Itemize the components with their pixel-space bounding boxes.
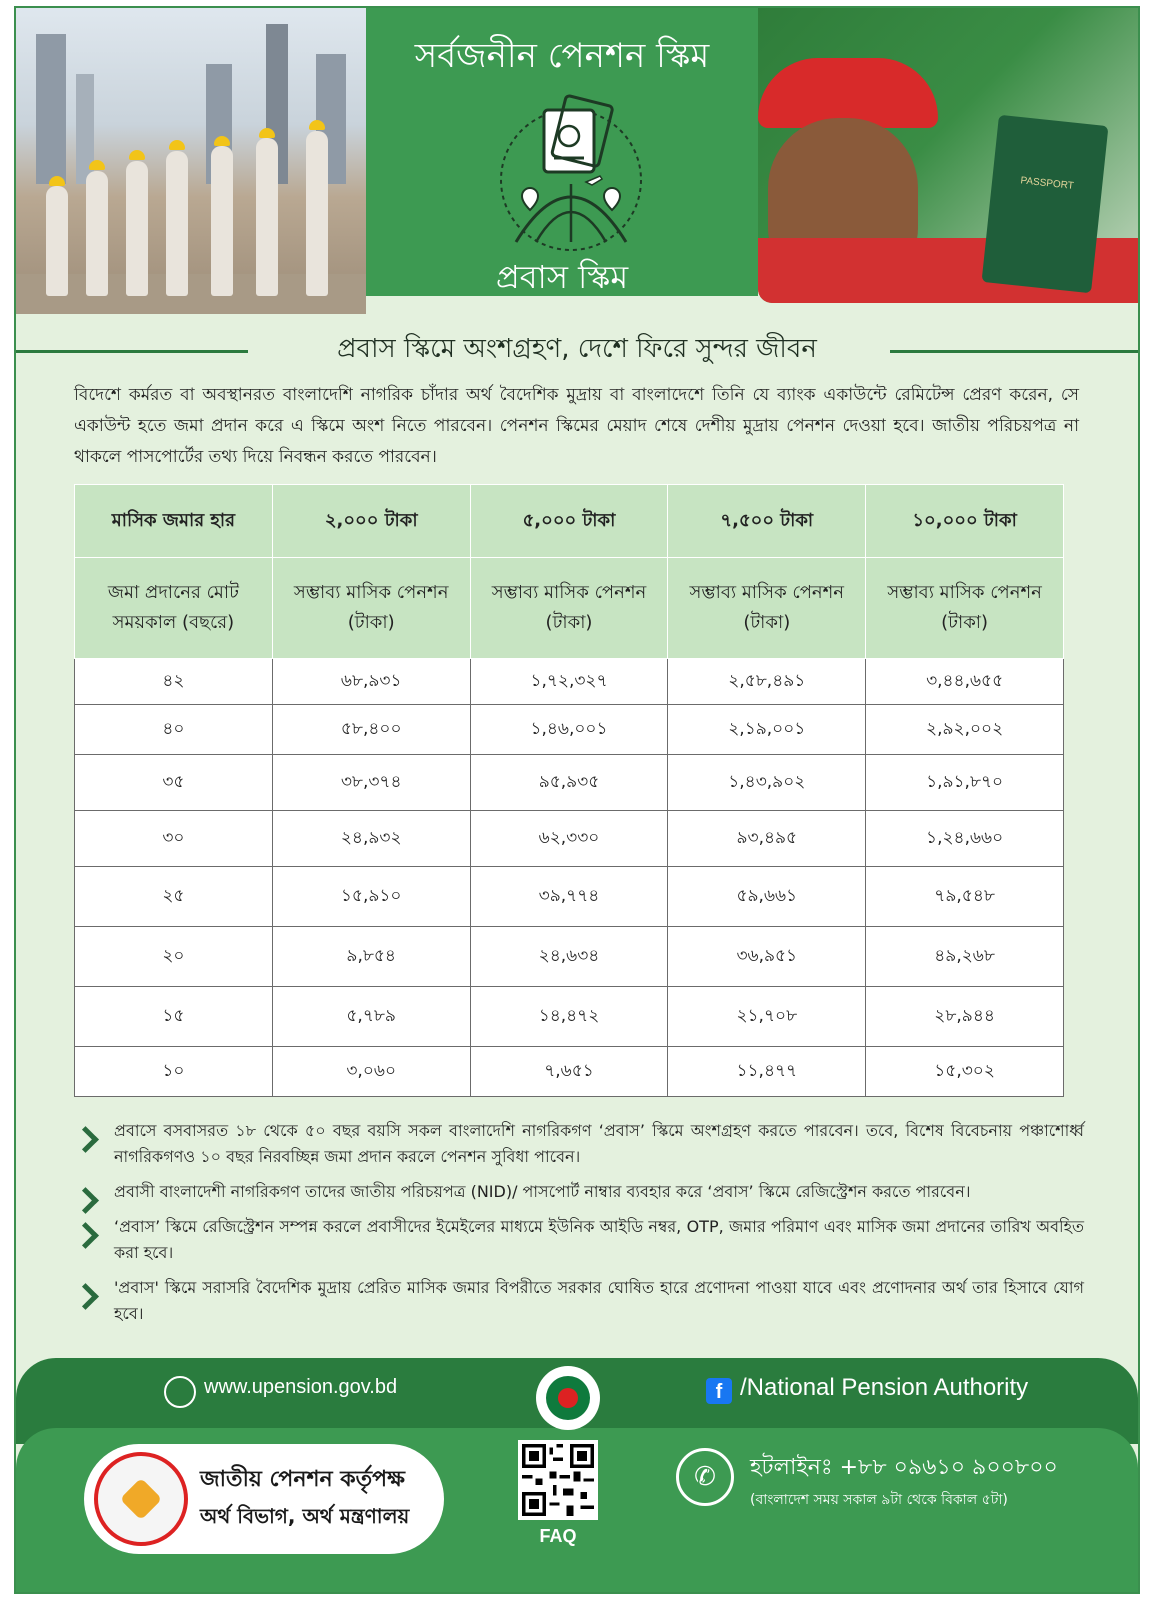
table-row: [75, 927, 1064, 987]
pension-amount-cell: ২৪,৬৩৪: [470, 927, 668, 987]
chevron-right-icon: [72, 1283, 99, 1310]
hero-title: সর্বজনীন পেনশন স্কিম: [414, 36, 710, 76]
table-header-cell: ১০,০০০ টাকা: [866, 485, 1064, 558]
faq-qr-code[interactable]: [518, 1440, 598, 1520]
pension-amount-cell: ৭৯,৫৪৮: [866, 867, 1064, 927]
pension-amount-cell: ৭,৬৫১: [470, 1047, 668, 1097]
notes-list: [74, 1118, 1084, 1336]
org-logo-block: [84, 1444, 444, 1554]
term-years-cell: ২০: [75, 927, 273, 987]
facebook-icon: f: [706, 1378, 732, 1404]
term-years-cell: ২৫: [75, 867, 273, 927]
org-name: জাতীয় পেনশন কর্তৃপক্ষ: [200, 1467, 405, 1492]
table-subheader-cell: সম্ভাব্য মাসিক পেনশন (টাকা): [470, 558, 668, 659]
note-item: 'প্রবাস' স্কিমে সরাসরি বৈদেশিক মুদ্রায় প্রেরিত মাসিক জমার বিপরীতে সরকার ঘোষিত হারে প্রণোদনা পাওয়া যাবে এবং প্রণোদনার অর্থ তার হিসাবে যোগ হবে।: [74, 1275, 1084, 1327]
pension-amount-cell: ৯৩,৪৯৫: [668, 811, 866, 867]
pension-amount-cell: ১১,৪৭৭: [668, 1047, 866, 1097]
scheme-name: প্রবাস স্কিম: [495, 258, 629, 296]
pension-amount-cell: ১,৭২,৩২৭: [470, 659, 668, 705]
pension-amount-cell: ৩৮,৩৭৪: [272, 755, 470, 811]
term-years-cell: ৩৫: [75, 755, 273, 811]
table-header-cell: মাসিক জমার হার: [75, 485, 273, 558]
term-years-cell: ১৫: [75, 987, 273, 1047]
pension-amount-cell: ২১,৭০৮: [668, 987, 866, 1047]
pension-amount-cell: ৬২,৩৩০: [470, 811, 668, 867]
government-emblem: [536, 1366, 600, 1430]
chevron-right-icon: [72, 1126, 99, 1153]
table-header-cell: ২,০০০ টাকা: [272, 485, 470, 558]
passport-globe-icon: [496, 92, 646, 252]
pension-table: [74, 484, 1064, 1097]
table-body: [75, 659, 1064, 1097]
pension-authority-logo: [94, 1452, 188, 1546]
chevron-right-icon: [72, 1222, 99, 1249]
pension-amount-cell: ১,৯১,৮৭০: [866, 755, 1064, 811]
table-subheader-cell: সম্ভাব্য মাসিক পেনশন (টাকা): [272, 558, 470, 659]
migrant-passport-photo: [758, 8, 1138, 303]
pension-amount-cell: ১৪,৪৭২: [470, 987, 668, 1047]
table-subheader-cell: জমা প্রদানের মোট সময়কাল (বছরে): [75, 558, 273, 659]
term-years-cell: ৪২: [75, 659, 273, 705]
table-header-cell: ৭,৫০০ টাকা: [668, 485, 866, 558]
table-row: [75, 705, 1064, 755]
org-ministry: অর্থ বিভাগ, অর্থ মন্ত্রণালয়: [200, 1504, 410, 1528]
pension-amount-cell: ১,৪৩,৯০২: [668, 755, 866, 811]
term-years-cell: ৪০: [75, 705, 273, 755]
pension-amount-cell: ৩৯,৭৭৪: [470, 867, 668, 927]
pension-amount-cell: ১,২৪,৬৬০: [866, 811, 1064, 867]
pension-amount-cell: ১৫,৩০২: [866, 1047, 1064, 1097]
hotline-number[interactable]: হটলাইনঃ +৮৮ ০৯৬১০ ৯০০৮০০: [750, 1455, 1058, 1480]
workers-photo: [16, 8, 366, 314]
term-years-cell: ৩০: [75, 811, 273, 867]
pension-amount-cell: ৪৯,২৬৮: [866, 927, 1064, 987]
table-subheader-row: [75, 558, 1064, 659]
table-subheader-cell: সম্ভাব্য মাসিক পেনশন (টাকা): [668, 558, 866, 659]
pension-amount-cell: ৫৮,৪০০: [272, 705, 470, 755]
globe-icon: [164, 1376, 196, 1408]
table-row: [75, 867, 1064, 927]
table-row: [75, 755, 1064, 811]
website-link[interactable]: www.upension.gov.bd: [204, 1376, 398, 1398]
pension-amount-cell: ৬৮,৯৩১: [272, 659, 470, 705]
pension-amount-cell: ৩,০৬০: [272, 1047, 470, 1097]
pension-amount-cell: ৩,৪৪,৬৫৫: [866, 659, 1064, 705]
phone-icon: ✆: [676, 1448, 734, 1506]
note-item: প্রবাসী বাংলাদেশী নাগরিকগণ তাদের জাতীয় পরিচয়পত্র (NID)/ পাসপোর্ট নাম্বার ব্যবহার করে ‘প্রবাস’ স্কিমে রেজিস্ট্রেশন করতে পারবেন।: [74, 1179, 1084, 1205]
pension-amount-cell: ৯৫,৯৩৫: [470, 755, 668, 811]
pension-amount-cell: ৯,৮৫৪: [272, 927, 470, 987]
pension-amount-cell: ২,১৯,০০১: [668, 705, 866, 755]
passport-image: PASSPORT: [982, 115, 1109, 294]
faq-label: FAQ: [539, 1526, 577, 1546]
table-row: [75, 659, 1064, 705]
hero-banner: [16, 8, 1138, 314]
table-row: [75, 987, 1064, 1047]
pension-amount-cell: ২৪,৯৩২: [272, 811, 470, 867]
pension-amount-cell: ৩৬,৯৫১: [668, 927, 866, 987]
intro-paragraph: বিদেশে কর্মরত বা অবস্থানরত বাংলাদেশি নাগরিক চাঁদার অর্থ বৈদেশিক মুদ্রায় বা বাংলাদেশে তিনি যে ব্যাংক একাউন্টে রেমিটেন্স প্রেরণ করেন, সে একাউন্ট হতে জমা প্রদান করে এ স্কিমে অংশ নিতে পারবেন। পেনশন স্কিমের মেয়াদ শেষে দেশীয় মুদ্রায় পেনশন দেওয়া হবে। জাতীয় পরিচয়পত্র না থাকলে পাসপোর্টের তথ্য দিয়ে নিবন্ধন করতে পারবেন।: [74, 385, 1079, 467]
pension-amount-cell: ২,৫৮,৪৯১: [668, 659, 866, 705]
note-item: প্রবাসে বসবাসরত ১৮ থেকে ৫০ বছর বয়সি সকল বাংলাদেশি নাগরিকগণ ‘প্রবাস’ স্কিমে অংশগ্রহণ করতে পারবেন। তবে, বিশেষ বিবেচনায় পঞ্চাশোর্ধ্ব নাগরিকগণও ১০ বছর নিরবচ্ছিন্ন জমা প্রদান করলে পেনশন সুবিধা পাবেন।: [74, 1118, 1084, 1170]
pension-flyer: [14, 6, 1140, 1594]
hotline-hours: (বাংলাদেশ সময় সকাল ৯টা থেকে বিকাল ৫টা): [750, 1492, 1008, 1508]
table-row: [75, 1047, 1064, 1097]
facebook-link[interactable]: /National Pension Authority: [740, 1374, 1029, 1401]
table-header-row: [75, 485, 1064, 558]
pension-amount-cell: ১৫,৯১০: [272, 867, 470, 927]
table-header-cell: ৫,০০০ টাকা: [470, 485, 668, 558]
chevron-right-icon: [72, 1187, 99, 1214]
headline: প্রবাস স্কিমে অংশগ্রহণ, দেশে ফিরে সুন্দর জীবন: [337, 334, 817, 364]
term-years-cell: ১০: [75, 1047, 273, 1097]
pension-amount-cell: ২,৯২,০০২: [866, 705, 1064, 755]
pension-amount-cell: ১,৪৬,০০১: [470, 705, 668, 755]
pension-amount-cell: ২৮,৯৪৪: [866, 987, 1064, 1047]
table-row: [75, 811, 1064, 867]
note-item: ‘প্রবাস’ স্কিমে রেজিস্ট্রেশন সম্পন্ন করলে প্রবাসীদের ইমেইলের মাধ্যমে ইউনিক আইডি নম্বর, OTP, জমার পরিমাণ এবং মাসিক জমা প্রদানের তারিখ অবহিত করা হবে।: [74, 1214, 1084, 1266]
table-subheader-cell: সম্ভাব্য মাসিক পেনশন (টাকা): [866, 558, 1064, 659]
pension-amount-cell: ৫৯,৬৬১: [668, 867, 866, 927]
pension-amount-cell: ৫,৭৮৯: [272, 987, 470, 1047]
